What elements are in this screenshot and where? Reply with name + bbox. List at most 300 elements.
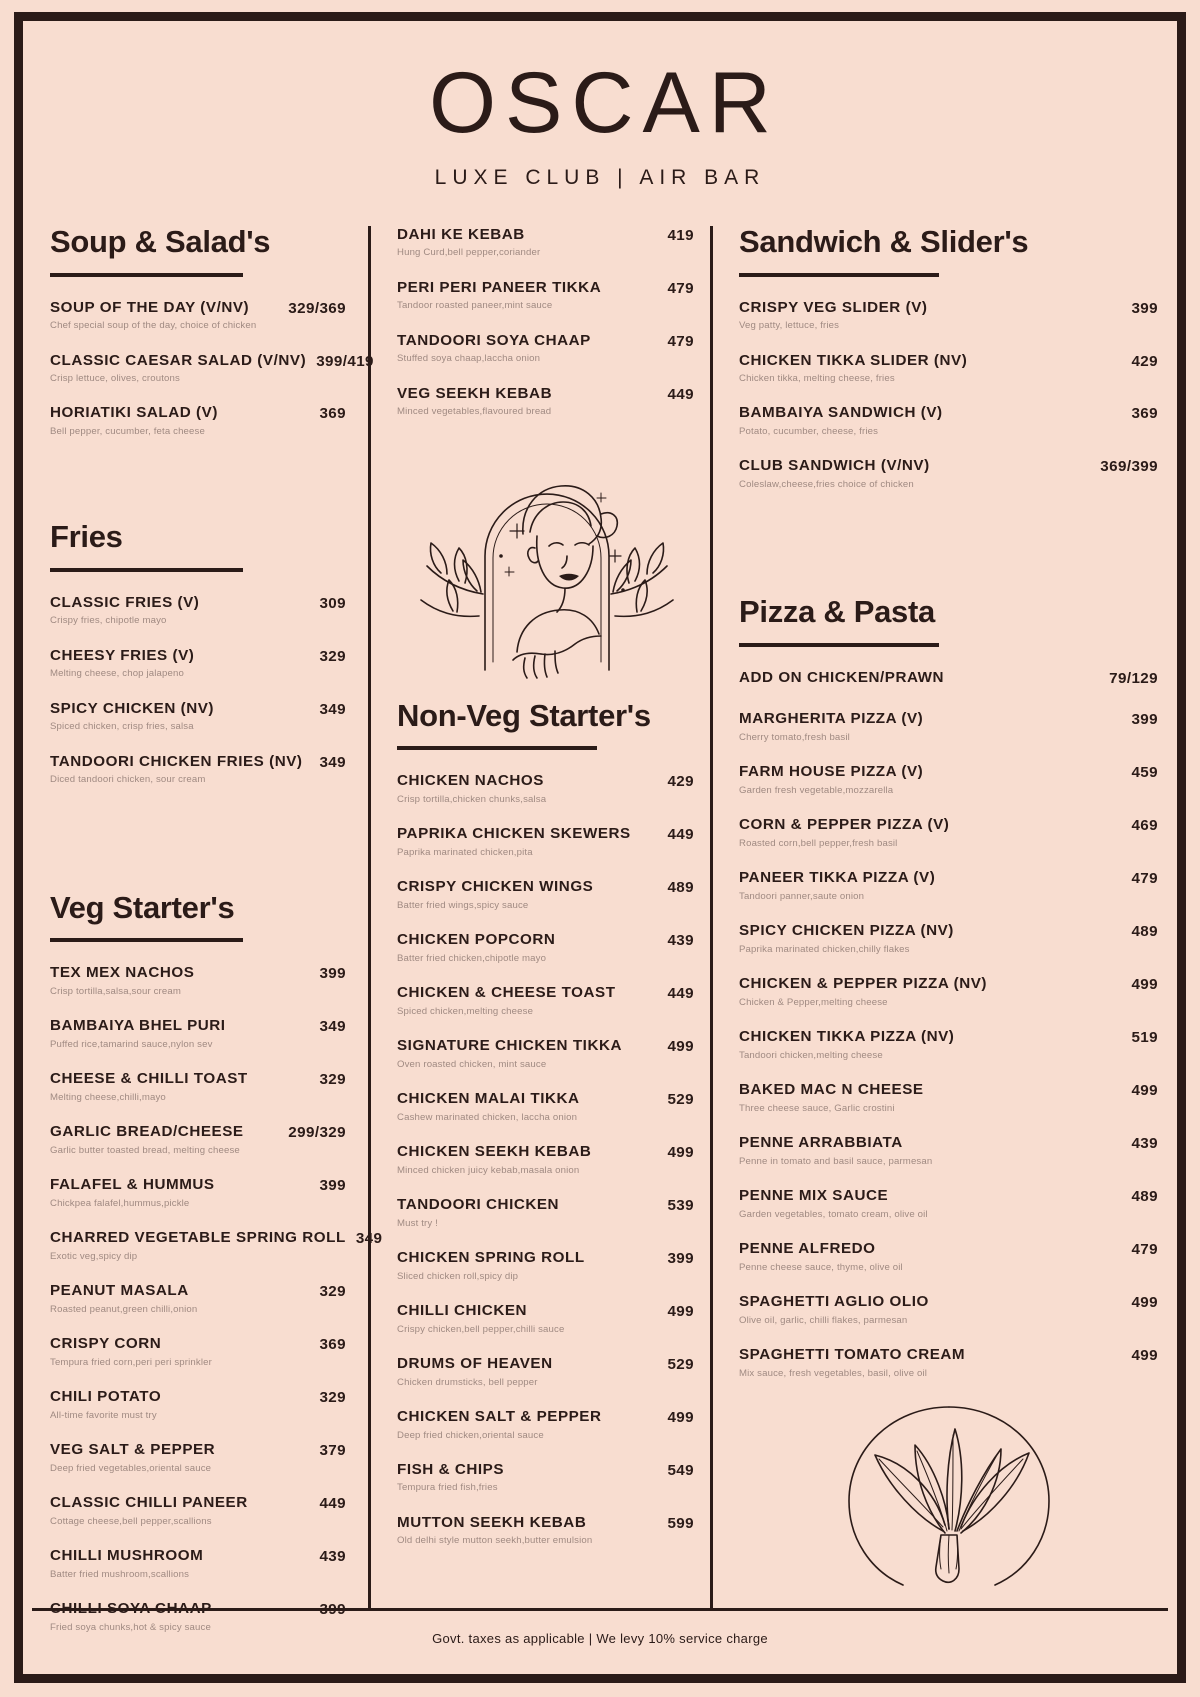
menu-item-desc: Mix sauce, fresh vegetables, basil, olive oil (739, 1367, 928, 1379)
menu-item-price: 399/419 (316, 352, 374, 370)
menu-item-text (397, 279, 667, 312)
menu-item-desc: Cottage cheese,bell pepper,scallions (50, 1515, 212, 1527)
menu-item-name: BAKED MAC N CHEESE (739, 1081, 924, 1099)
menu-item-desc: Spiced chicken, crisp fries, salsa (50, 721, 194, 733)
section-title: Veg Starter's (50, 889, 235, 925)
menu-item-price: 469 (1131, 817, 1158, 835)
menu-item-price: 79/129 (1109, 669, 1158, 687)
menu-item-desc: Bell pepper, cucumber, feta cheese (50, 425, 205, 437)
menu-item-desc: Minced vegetables,flavoured bread (397, 406, 552, 418)
menu-item-name: BAMBAIYA BHEL PURI (50, 1017, 226, 1035)
menu-item[interactable] (739, 1134, 1158, 1167)
menu-item-price: 479 (1131, 870, 1158, 888)
menu-item-text (50, 1494, 319, 1527)
menu-item-price: 439 (1131, 1135, 1158, 1153)
menu-item-text (397, 772, 667, 805)
menu-item[interactable] (50, 1388, 346, 1421)
menu-item-text (739, 1187, 1131, 1220)
brand-tagline: LUXE CLUB | AIR BAR (434, 166, 766, 189)
menu-item-desc: Garden fresh vegetable,mozzarella (739, 784, 894, 796)
section-rule (739, 643, 939, 647)
menu-item-name: CHARRED VEGETABLE SPRING ROLL (50, 1229, 346, 1247)
menu-item[interactable] (397, 931, 694, 964)
menu-item-text (739, 922, 1131, 955)
menu-item-text (50, 1282, 319, 1315)
section-title: Pizza & Pasta (739, 594, 935, 630)
menu-item-price: 489 (1131, 923, 1158, 941)
menu-item[interactable] (739, 404, 1158, 437)
menu-item-price: 519 (1131, 1029, 1158, 1047)
menu-item[interactable] (739, 1240, 1158, 1273)
menu-item-name: SPAGHETTI TOMATO CREAM (739, 1346, 966, 1364)
menu-item-desc: Olive oil, garlic, chilli flakes, parmesan (739, 1314, 908, 1326)
menu-item-name: VEG SALT & PEPPER (50, 1441, 216, 1459)
leaf-bouquet-illustration (831, 1399, 1067, 1599)
menu-item-desc: Chicken tikka, melting cheese, fries (739, 372, 895, 384)
menu-item-desc: Minced chicken juicy kebab,masala onion (397, 1164, 580, 1176)
menu-item-desc: Tandoori panner,saute onion (739, 890, 865, 902)
menu-item-text (739, 869, 1131, 902)
menu-item-desc: Fried soya chunks,hot & spicy sauce (50, 1621, 211, 1633)
menu-item-text (397, 1461, 667, 1494)
menu-item-name: PANEER TIKKA PIZZA (V) (739, 869, 936, 887)
menu-item[interactable] (50, 1176, 346, 1209)
menu-item-text (397, 1143, 667, 1176)
menu-item-desc: Garlic butter toasted bread, melting cheese (50, 1144, 240, 1156)
section-title: Fries (50, 519, 123, 555)
menu-item[interactable] (50, 1070, 346, 1103)
menu-item-desc: Old delhi style mutton seekh,butter emulsion (397, 1535, 593, 1547)
menu-item-price: 499 (667, 1144, 694, 1162)
menu-item-name: CRISPY CORN (50, 1335, 162, 1353)
menu-item-text (50, 700, 319, 733)
menu-item[interactable] (739, 816, 1158, 849)
menu-item-desc: Hung Curd,bell pepper,coriander (397, 247, 541, 259)
menu-item-name: CLASSIC CHILLI PANEER (50, 1494, 248, 1512)
menu-item-name: MARGHERITA PIZZA (V) (739, 710, 924, 728)
menu-item-text (739, 816, 1131, 849)
menu-item-price: 499 (1131, 1082, 1158, 1100)
column-left (32, 224, 383, 1633)
menu-item-text (50, 1123, 288, 1156)
menu-item-desc: Paprika marinated chicken,chilly flakes (739, 943, 910, 955)
menu-item-price: 499 (667, 1038, 694, 1056)
menu-item-price: 349 (319, 753, 346, 771)
menu-item-desc: Paprika marinated chicken,pita (397, 846, 533, 858)
menu-item-name: CLUB SANDWICH (V/NV) (739, 457, 930, 475)
menu-item-name: HORIATIKI SALAD (V) (50, 404, 218, 422)
menu-item[interactable] (397, 825, 694, 858)
footer-bar (32, 1608, 1168, 1665)
menu-item[interactable] (50, 594, 346, 627)
menu-item[interactable] (50, 1494, 346, 1527)
section-rule (50, 273, 243, 277)
menu-item-name: SPICY CHICKEN PIZZA (NV) (739, 922, 954, 940)
menu-item[interactable] (50, 964, 346, 997)
menu-item[interactable] (397, 1408, 694, 1441)
menu-item-text (739, 669, 1109, 690)
menu-item-desc: Coleslaw,cheese,fries choice of chicken (739, 478, 914, 490)
menu-item-text (397, 1037, 667, 1070)
section-title: Non-Veg Starter's (397, 697, 651, 733)
menu-item-desc: Chef special soup of the day, choice of chicken (50, 320, 257, 332)
menu-item-name: CHICKEN TIKKA PIZZA (NV) (739, 1028, 955, 1046)
menu-item[interactable] (397, 984, 694, 1017)
menu-item-price: 329 (319, 1071, 346, 1089)
menu-item-price: 399 (319, 1177, 346, 1195)
menu-item[interactable] (397, 279, 694, 312)
menu-item-desc: Melting cheese,chilli,mayo (50, 1091, 166, 1103)
menu-item-price: 489 (667, 879, 694, 897)
menu-item-text (739, 763, 1131, 796)
menu-item-price: 499 (1131, 1294, 1158, 1312)
section-rule (739, 273, 939, 277)
menu-item[interactable] (397, 1090, 694, 1123)
menu-item-desc: Crisp lettuce, olives, croutons (50, 372, 180, 384)
menu-item-name: CRISPY CHICKEN WINGS (397, 878, 594, 896)
menu-item-desc: Three cheese sauce, Garlic crostini (739, 1102, 895, 1114)
section-rule (50, 568, 243, 572)
menu-item[interactable] (397, 1355, 694, 1388)
menu-item[interactable] (397, 332, 694, 365)
menu-item-name: TANDOORI SOYA CHAAP (397, 331, 591, 349)
menu-item[interactable] (739, 1346, 1158, 1379)
menu-item-text (50, 1229, 356, 1262)
menu-item-price: 349 (319, 700, 346, 718)
menu-item[interactable] (50, 700, 346, 733)
menu-item-desc: Tandoori chicken,melting cheese (739, 1049, 883, 1061)
menu-item-price: 529 (667, 1356, 694, 1374)
menu-item[interactable] (739, 975, 1158, 1008)
menu-item[interactable] (50, 1335, 346, 1368)
menu-item[interactable] (397, 1249, 694, 1282)
section-items (50, 298, 374, 438)
menu-item-name: CHICKEN TIKKA SLIDER (NV) (739, 351, 968, 369)
menu-item[interactable] (397, 1514, 694, 1547)
menu-item-name: PEANUT MASALA (50, 1282, 189, 1300)
menu-item-desc: Must try ! (397, 1217, 438, 1229)
menu-item-price: 599 (667, 1514, 694, 1532)
menu-item-desc: Potato, cucumber, cheese, fries (739, 425, 879, 437)
menu-item-name: DAHI KE KEBAB (397, 226, 525, 243)
menu-item-desc: Exotic veg,spicy dip (50, 1250, 138, 1262)
menu-item-name: BAMBAIYA SANDWICH (V) (739, 404, 943, 422)
menu-item-text (397, 931, 667, 964)
menu-item[interactable] (397, 878, 694, 911)
menu-item-desc: Roasted corn,bell pepper,fresh basil (739, 837, 898, 849)
brand-header (32, 30, 1168, 190)
spacer (50, 457, 346, 521)
menu-item-name: CRISPY VEG SLIDER (V) (739, 298, 928, 316)
lady-portrait-illustration (397, 440, 697, 682)
menu-item-text (50, 964, 319, 997)
menu-item-desc: Crisp tortilla,salsa,sour cream (50, 985, 182, 997)
menu-item-desc: Chicken drumsticks, bell pepper (397, 1376, 538, 1388)
menu-item[interactable] (739, 352, 1158, 385)
menu-item-desc: Chicken & Pepper,melting cheese (739, 996, 888, 1008)
menu-item-name: GARLIC BREAD/CHEESE (50, 1123, 244, 1141)
menu-item-name: PAPRIKA CHICKEN SKEWERS (397, 825, 631, 843)
menu-item-name: FARM HOUSE PIZZA (V) (739, 763, 924, 781)
menu-item-desc: Penne cheese sauce, thyme, olive oil (739, 1261, 903, 1273)
menu-item-price: 499 (1131, 1347, 1158, 1365)
menu-item-price: 479 (667, 279, 694, 297)
section-rule (50, 938, 243, 942)
menu-item-desc: Cashew marinated chicken, laccha onion (397, 1111, 578, 1123)
menu-item-name: SPAGHETTI AGLIO OLIO (739, 1293, 929, 1311)
menu-item-text (739, 1293, 1131, 1326)
menu-item-name: PENNE ARRABBIATA (739, 1134, 903, 1152)
menu-item-desc: Veg patty, lettuce, fries (739, 320, 840, 332)
section-non-veg-starters (397, 697, 694, 1547)
menu-item-desc: Crispy fries, chipotle mayo (50, 615, 167, 627)
menu-item-text (397, 226, 667, 259)
menu-item-name: CHICKEN & CHEESE TOAST (397, 984, 616, 1002)
menu-item-desc: Diced tandoori chicken, sour cream (50, 774, 206, 786)
menu-item-name: PENNE MIX SAUCE (739, 1187, 889, 1205)
menu-item-text (739, 404, 1131, 437)
menu-item[interactable] (739, 763, 1158, 796)
menu-item-text (739, 1346, 1131, 1379)
footer-note: Govt. taxes as applicable | We levy 10% service charge (432, 1630, 768, 1646)
section-items (50, 964, 383, 1633)
menu-item-price: 539 (667, 1197, 694, 1215)
menu-item-desc: Puffed rice,tamarind sauce,nylon sev (50, 1038, 213, 1050)
spacer (739, 510, 1158, 596)
menu-item-price: 299/329 (288, 1124, 346, 1142)
menu-item-text (739, 1240, 1131, 1273)
section-veg-starters (50, 889, 383, 1633)
menu-item-text (739, 1134, 1131, 1167)
menu-item[interactable] (50, 404, 346, 437)
menu-item-name: CORN & PEPPER PIZZA (V) (739, 816, 950, 834)
menu-item[interactable] (739, 1293, 1158, 1326)
section-title: Soup & Salad's (50, 224, 271, 259)
menu-item-price: 399 (319, 1601, 346, 1619)
column-middle (368, 226, 710, 1609)
menu-item-price: 529 (667, 1091, 694, 1109)
column-right (710, 226, 1168, 1609)
menu-item-desc: Batter fried mushroom,scallions (50, 1568, 190, 1580)
menu-item-price: 459 (1131, 764, 1158, 782)
menu-item-name: DRUMS OF HEAVEN (397, 1355, 553, 1373)
menu-item-price: 499 (667, 1409, 694, 1427)
menu-item-name: CHICKEN POPCORN (397, 931, 556, 949)
menu-item[interactable] (739, 457, 1158, 490)
menu-item-name: CHICKEN SALT & PEPPER (397, 1408, 602, 1426)
menu-item-text (50, 1388, 319, 1421)
spacer (50, 806, 346, 892)
menu-item-name: TANDOORI CHICKEN (397, 1196, 560, 1214)
menu-item-price: 499 (1131, 976, 1158, 994)
menu-item[interactable] (739, 922, 1158, 955)
menu-item-text (397, 385, 667, 418)
menu-item-name: CHILLI SOYA CHAAP (50, 1600, 212, 1618)
menu-item[interactable] (739, 1028, 1158, 1061)
menu-item-desc: Tempura fried fish,fries (397, 1482, 498, 1494)
menu-item-text (397, 1302, 667, 1335)
menu-item-text (739, 710, 1131, 743)
menu-item-desc: Garden vegetables, tomato cream, olive oil (739, 1208, 928, 1220)
menu-item-desc: Cherry tomato,fresh basil (739, 731, 850, 743)
menu-item[interactable] (739, 669, 1158, 690)
menu-item[interactable] (397, 385, 694, 418)
menu-columns (32, 224, 1168, 1633)
menu-item[interactable] (397, 226, 694, 259)
menu-item-price: 369 (1131, 405, 1158, 423)
menu-item-price: 449 (667, 385, 694, 403)
section-fries (50, 521, 346, 785)
menu-item-name: TANDOORI CHICKEN FRIES (NV) (50, 752, 303, 770)
section-items (397, 226, 694, 418)
menu-item[interactable] (50, 1229, 383, 1262)
menu-item-desc: Oven roasted chicken, mint sauce (397, 1058, 547, 1070)
menu-item[interactable] (739, 710, 1158, 743)
menu-item-name: CHICKEN & PEPPER PIZZA (NV) (739, 975, 988, 993)
menu-item-price: 369/399 (1100, 458, 1158, 476)
menu-item[interactable] (50, 1017, 346, 1050)
menu-item-price: 399 (1131, 711, 1158, 729)
menu-item-text (397, 1514, 667, 1547)
section-pizza-pasta (739, 596, 1158, 1379)
menu-item-desc: Crisp tortilla,chicken chunks,salsa (397, 793, 547, 805)
menu-item-name: FALAFEL & HUMMUS (50, 1176, 215, 1194)
menu-item[interactable] (397, 1302, 694, 1335)
menu-item-desc: Spiced chicken,melting cheese (397, 1005, 534, 1017)
section-items (50, 594, 346, 786)
menu-item-price: 329 (319, 1389, 346, 1407)
menu-item-desc: All-time favorite must try (50, 1409, 157, 1421)
menu-item-text (739, 299, 1131, 332)
menu-item-price: 439 (667, 932, 694, 950)
menu-item-text (397, 1090, 667, 1123)
menu-item[interactable] (739, 1081, 1158, 1114)
menu-item-text (739, 1081, 1131, 1114)
menu-item-price: 549 (667, 1462, 694, 1480)
menu-item-text (397, 984, 667, 1017)
menu-item-name: VEG SEEKH KEBAB (397, 384, 553, 402)
menu-item-name: SPICY CHICKEN (NV) (50, 699, 215, 717)
menu-item[interactable] (397, 1143, 694, 1176)
menu-item-price: 429 (667, 773, 694, 791)
menu-item-price: 479 (667, 332, 694, 350)
menu-item-desc: Deep fried chicken,oriental sauce (397, 1429, 544, 1441)
menu-item[interactable] (50, 351, 374, 385)
menu-item-price: 449 (667, 826, 694, 844)
section-items (739, 669, 1158, 1379)
section-items (397, 772, 694, 1547)
menu-item[interactable] (397, 1037, 694, 1070)
menu-item[interactable] (50, 1441, 346, 1474)
menu-item-desc: Batter fried wings,spicy sauce (397, 899, 529, 911)
menu-item[interactable] (739, 1187, 1158, 1220)
menu-item-price: 449 (667, 985, 694, 1003)
menu-item-text (50, 1335, 319, 1368)
menu-item-price: 499 (667, 1303, 694, 1321)
section-title: Sandwich & Slider's (739, 224, 1029, 259)
menu-item-desc: Melting cheese, chop jalapeno (50, 668, 184, 680)
menu-item-name: CHILLI CHICKEN (397, 1302, 528, 1320)
menu-item-text (739, 352, 1131, 385)
menu-item-price: 449 (319, 1495, 346, 1513)
menu-item-name: CHEESY FRIES (V) (50, 646, 195, 664)
menu-item-text (50, 594, 319, 627)
menu-item[interactable] (739, 869, 1158, 902)
menu-item-text (397, 1249, 667, 1282)
menu-item[interactable] (50, 1282, 346, 1315)
menu-item-text (397, 1355, 667, 1388)
menu-item-text (739, 1028, 1131, 1061)
menu-item-name: PERI PERI PANEER TIKKA (397, 278, 602, 296)
section-rule (397, 746, 597, 750)
menu-item-desc: Penne in tomato and basil sauce, parmesan (739, 1155, 933, 1167)
menu-item-name: PENNE ALFREDO (739, 1240, 876, 1258)
menu-item-text (397, 1196, 667, 1229)
menu-item[interactable] (50, 1547, 346, 1580)
brand-name: OSCAR (429, 55, 780, 151)
menu-item-text (50, 647, 319, 680)
menu-item-name: CHICKEN NACHOS (397, 772, 544, 790)
menu-item[interactable] (50, 299, 346, 332)
menu-item[interactable] (739, 299, 1158, 332)
menu-item-desc: Batter fried chicken,chipotle mayo (397, 952, 547, 964)
menu-item-price: 329 (319, 1283, 346, 1301)
menu-item-price: 349 (355, 1230, 383, 1248)
menu-item-name: MUTTON SEEKH KEBAB (397, 1513, 587, 1531)
menu-item-text (739, 457, 1100, 490)
menu-item-name: CHILLI MUSHROOM (50, 1547, 204, 1565)
menu-item-text (50, 299, 288, 332)
menu-item-name: TEX MEX NACHOS (50, 964, 195, 982)
menu-item-desc: Tandoor roasted paneer,mint sauce (397, 300, 553, 312)
menu-item-desc: Stuffed soya chaap,laccha onion (397, 353, 541, 365)
menu-item-price: 399 (667, 1250, 694, 1268)
menu-item[interactable] (397, 1196, 694, 1229)
menu-item-price: 489 (1131, 1188, 1158, 1206)
menu-item-price: 439 (319, 1548, 346, 1566)
menu-item-text (397, 332, 667, 365)
menu-item-name: CLASSIC FRIES (V) (50, 594, 200, 611)
menu-item-price: 329 (319, 647, 346, 665)
menu-item-desc: Sliced chicken roll,spicy dip (397, 1270, 519, 1282)
menu-item-desc: Deep fried vegetables,oriental sauce (50, 1462, 212, 1474)
menu-item[interactable] (50, 1123, 346, 1156)
menu-item-price: 399 (319, 965, 346, 983)
section-sandwich-sliders (739, 226, 1158, 490)
menu-item-name: CHICKEN MALAI TIKKA (397, 1090, 580, 1108)
menu-item-text (50, 1070, 319, 1103)
menu-item-desc: Roasted peanut,green chilli,onion (50, 1303, 198, 1315)
menu-item-name: CHICKEN SEEKH KEBAB (397, 1143, 592, 1161)
menu-item[interactable] (50, 753, 346, 786)
menu-item[interactable] (50, 647, 346, 680)
menu-item-name: CHILI POTATO (50, 1388, 162, 1406)
menu-inner (32, 30, 1168, 1665)
menu-item-name: SIGNATURE CHICKEN TIKKA (397, 1037, 622, 1055)
menu-item-price: 369 (319, 1336, 346, 1354)
menu-item-price: 349 (319, 1018, 346, 1036)
menu-item-price: 479 (1131, 1241, 1158, 1259)
menu-item-text (50, 1176, 319, 1209)
section-veg-starters-continued (397, 226, 694, 418)
menu-item[interactable] (397, 1461, 694, 1494)
menu-item-price: 309 (319, 595, 346, 612)
menu-item-text (397, 878, 667, 911)
menu-item[interactable] (397, 772, 694, 805)
menu-item-text (397, 1408, 667, 1441)
menu-item-desc: Chickpea falafel,hummus,pickle (50, 1197, 190, 1209)
menu-item-price: 329/369 (288, 299, 346, 317)
